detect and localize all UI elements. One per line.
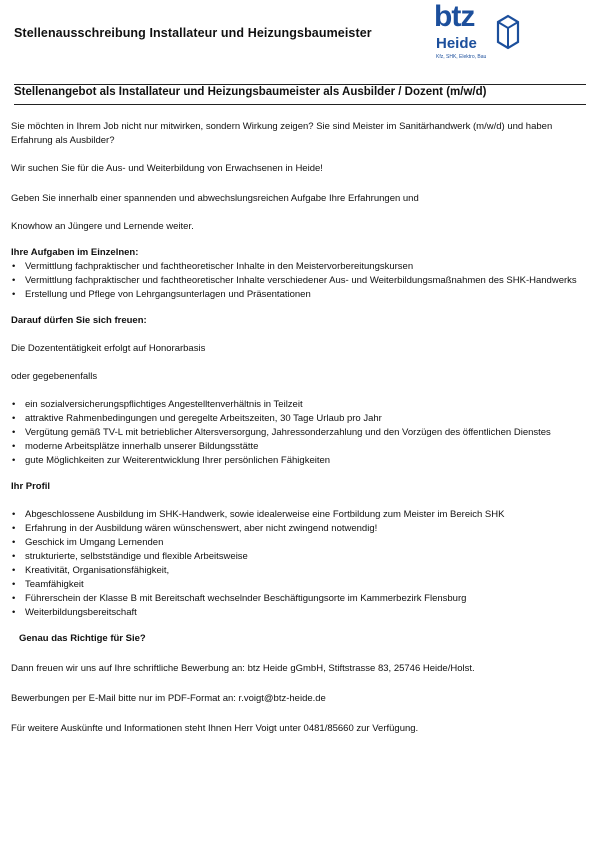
list-item: • Weiterbildungsbereitschaft — [11, 606, 581, 620]
list-item: • Vermittlung fachpraktischer und fachtheoretischer Inhalte verschiedener Aus- und Weiterbildungsmaßnahmen des SHK-Handwerks — [11, 274, 581, 288]
application-address: Dann freuen wir uns auf Ihre schriftliche Bewerbung an: btz Heide gGmbH, Stiftstrasse 83, 25746 Heide/Holst. — [11, 663, 475, 674]
logo-tagline: Kfz, SHK, Elektro, Bau — [436, 54, 487, 60]
logo-city: Heide — [436, 35, 477, 52]
title-divider — [14, 104, 586, 105]
list-item: • Geschick im Umgang Lernenden — [11, 536, 581, 550]
list-item: • Abgeschlossene Ausbildung im SHK-Handwerk, sowie idealerweise eine Fortbildung zum Meister im Bereich SHK — [11, 508, 581, 522]
job-title: Stellenangebot als Installateur und Heizungsbaumeister als Ausbilder / Dozent (m/w/d) — [14, 86, 487, 98]
intro-paragraph-4: Knowhow an Jüngere und Lernende weiter. — [11, 221, 194, 232]
tasks-list — [11, 260, 581, 302]
tasks-heading: Ihre Aufgaben im Einzelnen: — [11, 247, 139, 258]
list-item: • strukturierte, selbstständige und flexible Arbeitsweise — [11, 550, 581, 564]
list-item: • attraktive Rahmenbedingungen und geregelte Arbeitszeiten, 30 Tage Urlaub pro Jahr — [11, 412, 581, 426]
profile-heading: Ihr Profil — [11, 481, 51, 492]
list-item: • Vermittlung fachpraktischer und fachtheoretischer Inhalte in den Meistervorbereitungskursen — [11, 260, 581, 274]
list-item: • Teamfähigkeit — [11, 578, 581, 592]
cube-icon — [494, 12, 520, 52]
benefits-text-honorar: Die Dozententätigkeit erfolgt auf Honorarbasis — [11, 343, 206, 354]
document-header-title: Stellenausschreibung Installateur und Heizungsbaumeister — [14, 26, 372, 40]
list-item: • moderne Arbeitsplätze innerhalb unserer Bildungsstätte — [11, 440, 581, 454]
list-item: • Führerschein der Klasse B mit Bereitschaft wechselnder Beschäftigungsorte im Kammerbezirk Flensburg — [11, 592, 581, 606]
header-divider — [14, 84, 586, 85]
list-item: • ein sozialversicherungspflichtiges Angestelltenverhältnis in Teilzeit — [11, 398, 581, 412]
benefits-list — [11, 398, 581, 468]
intro-paragraph-1: Sie möchten in Ihrem Job nicht nur mitwirken, sondern Wirkung zeigen? Sie sind Meister im Sanitärhandwerk (m/w/d) und haben Erfahrung als Ausbilder? — [11, 121, 553, 146]
btz-heide-logo — [432, 0, 522, 66]
intro-paragraph-2: Wir suchen Sie für die Aus- und Weiterbildung von Erwachsenen in Heide! — [11, 163, 323, 174]
logo-brand: btz — [434, 0, 475, 33]
contact-info: Für weitere Auskünfte und Informationen steht Ihnen Herr Voigt unter 0481/85660 zur Verfügung. — [11, 723, 419, 734]
list-item: • Erfahrung in der Ausbildung wären wünschenswert, aber nicht zwingend notwendig! — [11, 522, 581, 536]
profile-list — [11, 508, 581, 620]
application-email: Bewerbungen per E-Mail bitte nur im PDF-Format an: r.voigt@btz-heide.de — [11, 693, 326, 704]
list-item: • Vergütung gemäß TV-L mit betrieblicher Altersversorgung, Jahressonderzahlung und den Vorzügen des öffentlichen Dienstes — [11, 426, 581, 440]
list-item: • gute Möglichkeiten zur Weiterentwicklung Ihrer persönlichen Fähigkeiten — [11, 454, 581, 468]
list-item: • Kreativität, Organisationsfähigkeit, — [11, 564, 581, 578]
list-item: • Erstellung und Pflege von Lehrgangsunterlagen und Präsentationen — [11, 288, 581, 302]
closing-heading: Genau das Richtige für Sie? — [19, 633, 146, 644]
intro-paragraph-3: Geben Sie innerhalb einer spannenden und abwechslungsreichen Aufgabe Ihre Erfahrungen und — [11, 193, 419, 204]
benefits-text-alternative: oder gegebenenfalls — [11, 371, 98, 382]
benefits-heading: Darauf dürfen Sie sich freuen: — [11, 315, 147, 326]
job-description — [11, 120, 581, 736]
